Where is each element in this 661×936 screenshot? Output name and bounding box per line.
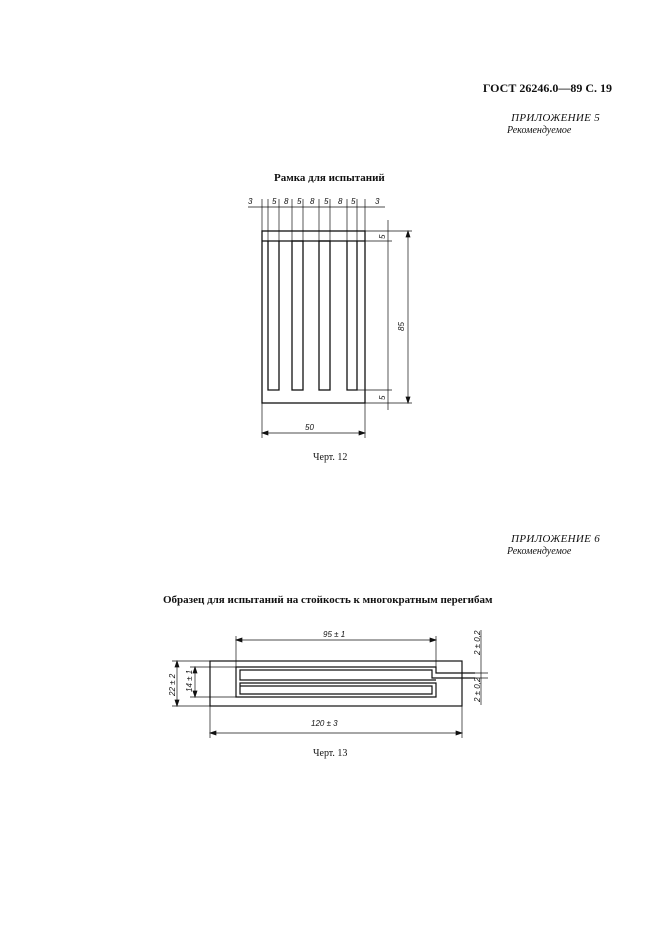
dim-gap-top-2: 2 ± 0,2 [473, 630, 482, 655]
figure-12-caption: Черт. 12 [313, 452, 348, 463]
dim-label: 5 [351, 197, 356, 206]
frame-strip-3 [319, 241, 330, 390]
dim-label: 5 [272, 197, 277, 206]
figure-13-title: Образец для испытаний на стойкость к многократным перегибам [163, 594, 493, 606]
dim-height: 85 [397, 322, 406, 331]
dim-label: 3 [248, 197, 253, 206]
specimen-drawing [210, 661, 475, 706]
specimen-slot-inner [240, 670, 475, 680]
dim-gap-top: 5 [378, 234, 387, 239]
dim-gap-bottom: 5 [378, 395, 387, 400]
dim-label: 8 [338, 197, 343, 206]
dim-total-length: 120 ± 3 [311, 719, 338, 728]
dim-specimen-width: 22 ± 2 [168, 673, 177, 696]
appendix-6-title: ПРИЛОЖЕНИЕ 6 [511, 533, 600, 545]
dim-label: 5 [297, 197, 302, 206]
dim-gap-bottom-2: 2 ± 0,2 [473, 677, 482, 702]
dim-label: 5 [324, 197, 329, 206]
figure-12-title: Рамка для испытаний [274, 172, 385, 184]
specimen-slot [236, 667, 475, 697]
frame-strip-2 [292, 241, 303, 390]
appendix-5-title: ПРИЛОЖЕНИЕ 5 [511, 112, 600, 124]
frame-strip-1 [268, 241, 279, 390]
frame-drawing [262, 231, 365, 403]
page-header: ГОСТ 26246.0—89 С. 19 [482, 81, 612, 95]
figure-13-caption: Черт. 13 [313, 748, 348, 759]
frame-strip-4 [347, 241, 357, 390]
dim-inner-width: 14 ± 1 [185, 669, 194, 692]
appendix-6-status: Рекомендуемое [507, 546, 572, 557]
frame-outline [262, 231, 365, 403]
appendix-5-status: Рекомендуемое [507, 125, 572, 136]
dim-width: 50 [305, 423, 314, 432]
dim-label: 8 [310, 197, 315, 206]
dim-label: 3 [375, 197, 380, 206]
dim-label: 8 [284, 197, 289, 206]
dim-slot-length: 95 ± 1 [323, 630, 346, 639]
